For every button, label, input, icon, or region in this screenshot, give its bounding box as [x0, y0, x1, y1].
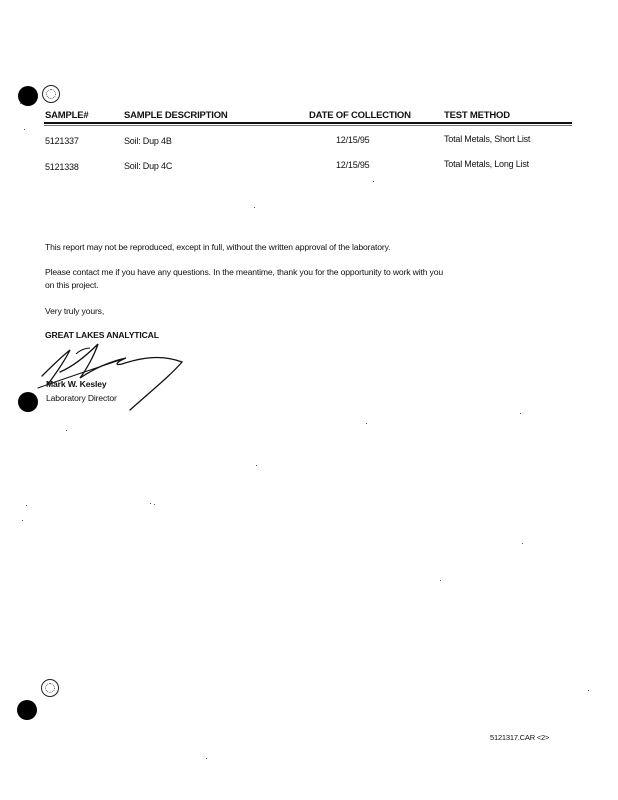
scan-speck — [440, 580, 441, 581]
scan-speck — [20, 103, 21, 104]
row-method: Total Metals, Long List — [444, 159, 529, 169]
page-reference: 5121317.CAR <2> — [490, 733, 550, 742]
header-sample: SAMPLE# — [45, 110, 89, 121]
contact-paragraph-line2: on this project. — [45, 280, 99, 290]
scan-speck — [24, 129, 25, 130]
row-sample: 5121337 — [45, 136, 79, 146]
header-description: SAMPLE DESCRIPTION — [124, 110, 228, 121]
row-date: 12/15/95 — [336, 135, 370, 145]
header-rule-secondary — [44, 125, 572, 126]
hole-punch-top — [18, 86, 38, 106]
scan-speck — [366, 423, 367, 424]
hole-punch-bottom — [17, 700, 37, 720]
signer-title: Laboratory Director — [46, 393, 117, 403]
scan-speck — [150, 503, 151, 504]
header-rule — [44, 122, 572, 124]
row-description: Soil: Dup 4C — [124, 161, 173, 171]
signer-name: Mark W. Kesley — [46, 379, 107, 389]
scan-speck — [520, 413, 521, 414]
row-sample: 5121338 — [45, 162, 79, 172]
scan-speck — [206, 758, 207, 759]
row-date: 12/15/95 — [336, 160, 370, 170]
company-name: GREAT LAKES ANALYTICAL — [45, 330, 159, 340]
circle-mark-bottom — [41, 679, 59, 697]
contact-paragraph-line1: Please contact me if you have any questions. In the meantime, thank you for the opportunity to work with you — [45, 267, 443, 277]
scan-speck — [26, 505, 27, 506]
scan-speck — [22, 520, 23, 521]
row-description: Soil: Dup 4B — [124, 136, 172, 146]
reproduction-notice: This report may not be reproduced, except in full, without the written approval of the laboratory. — [45, 242, 391, 252]
scan-speck — [66, 430, 67, 431]
scan-speck — [254, 207, 255, 208]
scan-speck — [522, 543, 523, 544]
closing: Very truly yours, — [45, 306, 105, 316]
circle-mark-top — [42, 85, 60, 103]
scan-speck — [588, 690, 589, 691]
row-method: Total Metals, Short List — [444, 134, 531, 144]
header-method: TEST METHOD — [444, 110, 510, 121]
header-date: DATE OF COLLECTION — [309, 110, 411, 121]
scan-speck — [154, 504, 155, 505]
scan-speck — [373, 181, 374, 182]
scan-speck — [256, 465, 257, 466]
